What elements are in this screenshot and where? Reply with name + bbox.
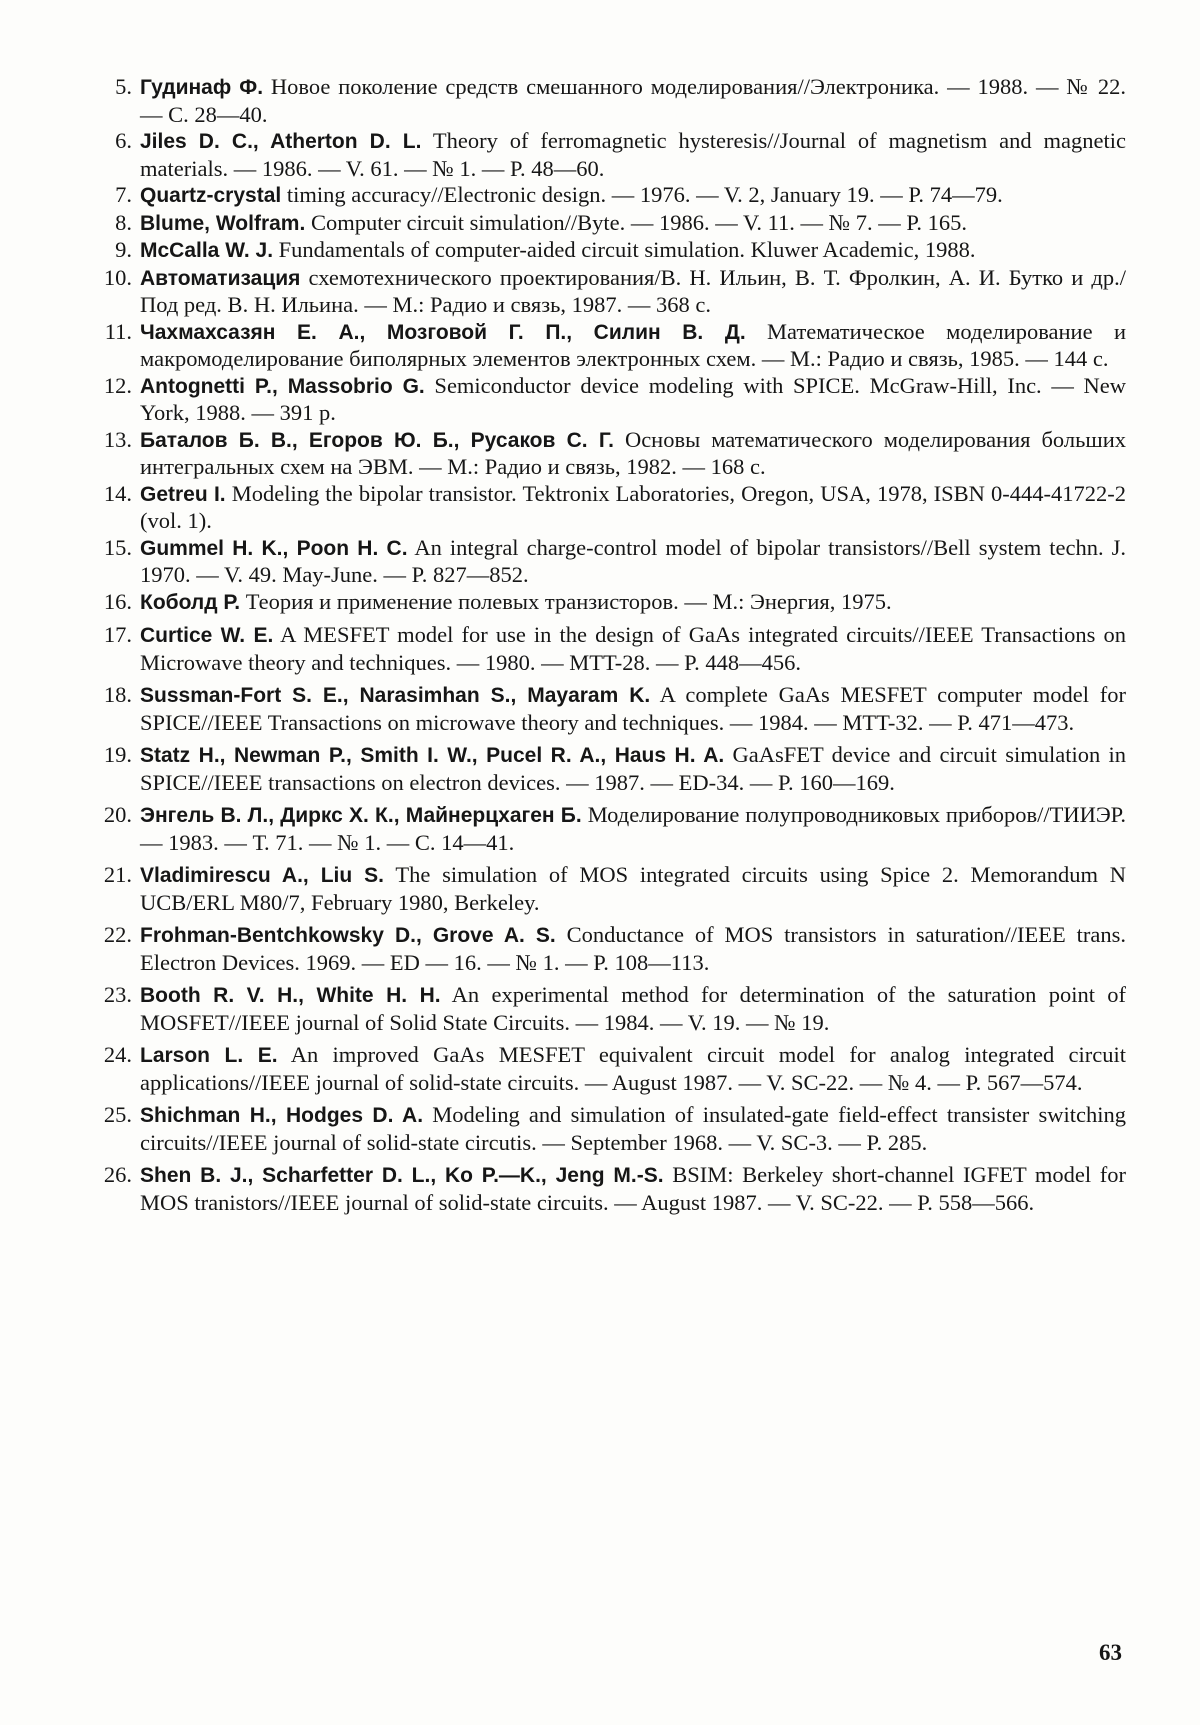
reference-authors: Баталов Б. В., Егоров Ю. Б., Русаков С. Г.: [140, 428, 614, 452]
reference-number: 15.: [103, 534, 132, 560]
reference-authors: Чахмахсазян Е. А., Мозговой Г. П., Силин В. Д.: [140, 320, 746, 344]
reference-text: Conductance of MOS transistors in saturation//IEEE trans. Electron Devices. 1969. — ED — 16. — № 1. — P. 108—113.: [140, 922, 1126, 975]
reference-body: [140, 265, 1126, 319]
reference-item: [96, 802, 1126, 856]
reference-authors: Vladimirescu A., Liu S.: [140, 864, 385, 887]
reference-number: 7.: [115, 182, 132, 207]
reference-authors: Гудинаф Ф.: [140, 76, 264, 99]
reference-text: Моделирование полупроводниковых приборов//ТИИЭР. — 1983. — Т. 71. — № 1. — С. 14—41.: [140, 802, 1126, 855]
reference-body: [140, 535, 1126, 589]
reference-number: 19.: [103, 742, 132, 767]
reference-authors: Blume, Wolfram.: [140, 211, 306, 235]
reference-item: [96, 210, 1126, 238]
reference-body: [140, 622, 1126, 676]
reference-authors: Curtice W. E.: [140, 624, 274, 647]
reference-body: [140, 481, 1126, 535]
reference-item: [96, 922, 1126, 976]
reference-text: Теория и применение полевых транзисторов. — М.: Энергия, 1975.: [240, 588, 892, 614]
reference-number: 9.: [115, 237, 132, 262]
reference-number: 6.: [115, 128, 132, 153]
reference-authors: Коболд Р.: [140, 590, 241, 614]
reference-item: [96, 1162, 1126, 1216]
reference-body: [140, 922, 1126, 976]
reference-number: 12.: [103, 372, 132, 398]
reference-text: Математическое моделирование и макромоделирование биполярных элементов электронных схем. — М.: Радио и связь, 1985. — 144 с.: [140, 318, 1126, 371]
reference-number: 23.: [103, 982, 132, 1007]
reference-text: A MESFET model for use in the design of GaAs integrated circuits//IEEE Transactions on Microwave theory and techniques. — 1980. — MTT-28. — P. 448—456.: [140, 622, 1127, 675]
reference-authors: Frohman-Bentchkowsky D., Grove A. S.: [140, 924, 556, 947]
reference-text: Новое поколение средств смешанного моделирования//Электроника. — 1988. — № 22. — С. 28—40.: [140, 74, 1126, 127]
reference-number: 8.: [115, 209, 132, 235]
reference-body: [140, 1042, 1126, 1096]
reference-body: [140, 237, 1126, 265]
reference-authors: Shen B. J., Scharfetter D. L., Ko P.—K., Jeng M.-S.: [140, 1164, 664, 1187]
reference-text: BSIM: Berkeley short-channel IGFET model for MOS tranistors//IEEE journal of solid-state circuits. — August 1987. — V. SC-22. — P. 558—566.: [140, 1162, 1127, 1215]
reference-authors: Gummel H. K., Poon H. C.: [140, 536, 408, 560]
reference-body: [140, 74, 1126, 128]
reference-body: [140, 982, 1126, 1036]
reference-authors: Larson L. E.: [140, 1044, 278, 1067]
reference-body: [140, 802, 1126, 856]
reference-item: [96, 237, 1126, 265]
reference-body: [140, 210, 1126, 238]
reference-number: 24.: [103, 1042, 132, 1067]
reference-text: Основы математического моделирования больших интегральных схем на ЭВМ. — М.: Радио и связь, 1982. — 168 с.: [140, 426, 1126, 479]
reference-text: GaAsFET device and circuit simulation in SPICE//IEEE transactions on electron devices. — 1987. — ED-34. — P. 160—169.: [140, 742, 1126, 795]
reference-item: [96, 373, 1126, 427]
reference-text: The simulation of MOS integrated circuits using Spice 2. Memorandum N UCB/ERL M80/7, February 1980, Berkeley.: [140, 862, 1127, 915]
reference-item: [96, 182, 1126, 210]
reference-number: 16.: [103, 588, 132, 614]
reference-item: [96, 589, 1126, 617]
reference-body: [140, 682, 1126, 736]
reference-list: [96, 74, 1126, 1216]
reference-number: 20.: [103, 802, 132, 827]
reference-text: схемотехнического проектирования/В. Н. Ильин, В. Т. Фролкин, А. И. Бутко и др./Под ред. В. Н. Ильина. — М.: Радио и связь, 1987. — 368 с.: [140, 264, 1126, 317]
reference-body: [140, 742, 1126, 796]
reference-number: 10.: [103, 264, 132, 290]
reference-authors: Statz H., Newman P., Smith I. W., Pucel R. A., Haus H. A.: [140, 744, 725, 767]
reference-item: [96, 319, 1126, 373]
reference-item: [96, 1102, 1126, 1156]
reference-text: Modeling and simulation of insulated-gate field-effect transister switching circuits//IEEE journal of solid-state circutis. — September 1968. — V. SC-3. — P. 285.: [140, 1102, 1126, 1155]
reference-number: 25.: [103, 1102, 132, 1127]
reference-body: [140, 182, 1126, 210]
reference-number: 13.: [103, 426, 132, 452]
reference-body: [140, 589, 1126, 617]
reference-number: 21.: [103, 862, 132, 887]
reference-text: Modeling the bipolar transistor. Tektronix Laboratories, Oregon, USA, 1978, ISBN 0-444-41722-2 (vol. 1).: [140, 480, 1126, 533]
reference-number: 11.: [104, 318, 132, 344]
reference-item: [96, 1042, 1126, 1096]
reference-text: Fundamentals of computer-aided circuit simulation. Kluwer Academic, 1988.: [273, 237, 976, 262]
reference-item: [96, 128, 1126, 182]
reference-authors: Sussman-Fort S. E., Narasimhan S., Mayaram K.: [140, 684, 651, 707]
reference-number: 26.: [103, 1162, 132, 1187]
reference-text: A complete GaAs MESFET computer model for SPICE//IEEE Transactions on microwave theory and techniques. — 1984. — MTT-32. — P. 471—473.: [140, 682, 1126, 735]
reference-item: [96, 742, 1126, 796]
reference-item: [96, 265, 1126, 319]
reference-item: [96, 622, 1126, 676]
reference-body: [140, 427, 1126, 481]
reference-item: [96, 862, 1126, 916]
reference-text: Semiconductor device modeling with SPICE. McGraw-Hill, Inc. — New York, 1988. — 391 p.: [140, 372, 1126, 425]
reference-authors: Jiles D. C., Atherton D. L.: [140, 130, 422, 153]
reference-text: Theory of ferromagnetic hysteresis//Journal of magnetism and magnetic materials. — 1986. — V. 61. — № 1. — P. 48—60.: [140, 128, 1126, 181]
reference-body: [140, 319, 1126, 373]
reference-number: 22.: [103, 922, 132, 947]
reference-number: 17.: [103, 622, 132, 647]
reference-number: 14.: [103, 480, 132, 506]
reference-item: [96, 481, 1126, 535]
reference-item: [96, 682, 1126, 736]
reference-text: An improved GaAs MESFET equivalent circuit model for analog integrated circuit applications//IEEE journal of solid-state circuits. — August 1987. — V. SC-22. — № 4. — P. 567—574.: [140, 1042, 1126, 1095]
reference-text: An integral charge-control model of bipolar transistors//Bell system techn. J. 1970. — V. 49. May-June. — P. 827—852.: [140, 534, 1126, 587]
reference-authors: Getreu I.: [140, 482, 226, 506]
reference-authors: Booth R. V. H., White H. H.: [140, 984, 441, 1007]
reference-text: timing accuracy//Electronic design. — 1976. — V. 2, January 19. — P. 74—79.: [281, 182, 1003, 207]
reference-authors: Antognetti P., Massobrio G.: [140, 374, 425, 398]
reference-body: [140, 862, 1126, 916]
reference-authors: Quartz-crystal: [140, 184, 282, 207]
reference-authors: Автоматизация: [140, 266, 301, 290]
reference-authors: McCalla W. J.: [140, 239, 274, 262]
reference-authors: Энгель В. Л., Диркс Х. К., Майнерцхаген Б.: [140, 804, 582, 827]
reference-body: [140, 1162, 1126, 1216]
reference-item: [96, 427, 1126, 481]
reference-item: [96, 74, 1126, 128]
reference-body: [140, 373, 1126, 427]
reference-item: [96, 535, 1126, 589]
reference-text: An experimental method for determination of the saturation point of MOSFET//IEEE journal of Solid State Circuits. — 1984. — V. 19. — № 19.: [140, 982, 1126, 1035]
page-number: 63: [1099, 1640, 1122, 1665]
reference-body: [140, 1102, 1126, 1156]
reference-item: [96, 982, 1126, 1036]
reference-number: 18.: [103, 682, 132, 707]
reference-text: Computer circuit simulation//Byte. — 1986. — V. 11. — № 7. — P. 165.: [305, 209, 967, 235]
reference-authors: Shichman H., Hodges D. A.: [140, 1104, 424, 1127]
reference-body: [140, 128, 1126, 182]
reference-number: 5.: [115, 74, 132, 99]
